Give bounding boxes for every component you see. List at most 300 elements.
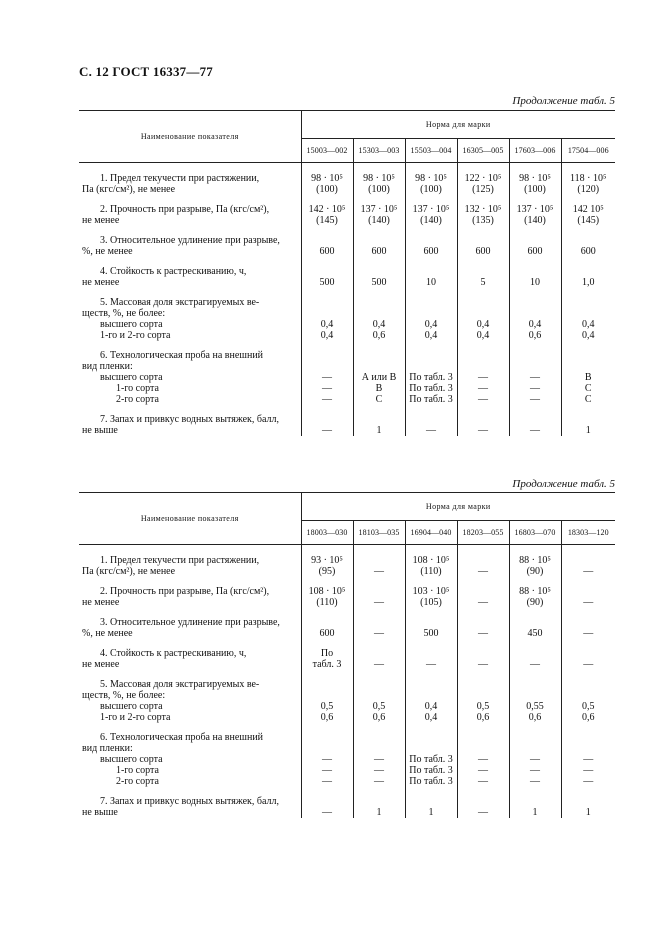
norm-value-cell [353, 341, 405, 405]
indicator-label-line: не менее [82, 597, 120, 608]
norm-value: С [375, 394, 383, 405]
indicator-name [79, 288, 301, 341]
table-row [79, 639, 615, 670]
spacer [302, 350, 353, 361]
indicator-label-line: 3. Относительное удлинение при разрыве, [100, 235, 280, 246]
grade-header: 16305—005 [457, 139, 509, 163]
table-row [79, 787, 615, 818]
spacer [510, 796, 561, 807]
indicator-label-line: не выше [82, 425, 118, 436]
spacer [458, 617, 509, 628]
norm-value-cell [301, 670, 353, 723]
norm-value-cell [353, 723, 405, 787]
norm-value: 0,4 [528, 319, 542, 330]
norm-value: — [322, 765, 332, 776]
norm-value: 142 · 10⁵ [308, 204, 346, 215]
norm-value-cell [353, 288, 405, 341]
norm-value-cell [353, 195, 405, 226]
indicator-label-line: ществ, %, не более: [82, 690, 166, 701]
indicator-name [79, 787, 301, 818]
norm-value: 122 · 10⁵ [464, 173, 502, 184]
norm-value: По табл. 3 [409, 754, 453, 765]
indicator-label-line: не менее [82, 659, 120, 670]
norm-value: (140) [420, 215, 442, 226]
spacer [302, 743, 353, 754]
norm-value-cell [301, 195, 353, 226]
norm-value: — [583, 628, 594, 639]
spacer [302, 732, 353, 743]
indicator-name [79, 405, 301, 436]
spacer [458, 732, 509, 743]
spacer [562, 297, 616, 308]
indicator-label-line: 1. Предел текучести при растяжении, [100, 555, 260, 566]
table-row [79, 723, 615, 787]
norm-value: По табл. 3 [409, 372, 453, 383]
norm-value-cell [509, 787, 561, 818]
norm-value-cell [405, 288, 457, 341]
spacer [302, 266, 353, 277]
norm-value-cell [353, 787, 405, 818]
spacer [406, 617, 457, 628]
spacer [562, 743, 616, 754]
norm-value: (100) [524, 184, 546, 195]
spacer [458, 266, 509, 277]
norm-value-cell [405, 226, 457, 257]
norm-value-cell [509, 163, 561, 196]
spacer [562, 586, 616, 597]
indicator-label-line: не менее [82, 215, 120, 226]
column-header-norm: Норма для марки [301, 111, 615, 139]
indicator-label-line: 5. Массовая доля экстрагируемых ве- [100, 679, 260, 690]
indicator-label-line: 5. Массовая доля экстрагируемых ве- [100, 297, 260, 308]
grade-header: 15503—004 [405, 139, 457, 163]
norm-value: 103 · 10⁵ [412, 586, 450, 597]
norm-value: — [583, 597, 594, 608]
norm-value-cell [353, 405, 405, 436]
norm-value: 88 · 10⁵ [519, 586, 551, 597]
norm-value: — [374, 628, 384, 639]
grade-header: 15003—002 [301, 139, 353, 163]
spacer [458, 743, 509, 754]
norm-value-cell [301, 639, 353, 670]
spacer [562, 679, 616, 690]
spacer [406, 414, 457, 425]
norm-value: 0,4 [582, 319, 595, 330]
column-header-name: Наименование показателя [79, 493, 301, 545]
norm-value: (140) [368, 215, 390, 226]
norm-value: 500 [371, 277, 387, 288]
norm-value-cell [561, 226, 615, 257]
spacer [510, 297, 561, 308]
norm-value-cell [353, 257, 405, 288]
spacer [302, 617, 353, 628]
norm-value: — [478, 394, 488, 405]
grade-header: 17504—006 [561, 139, 615, 163]
norm-value: 600 [319, 628, 335, 639]
norm-value: 0,6 [528, 712, 542, 723]
norm-value: 108 · 10⁵ [308, 586, 346, 597]
norm-value-cell [457, 226, 509, 257]
norm-value-cell [353, 226, 405, 257]
norm-value: 0,5 [372, 701, 386, 712]
indicator-label-line: высшего сорта [100, 701, 163, 712]
norm-value-cell [405, 341, 457, 405]
spacer [302, 361, 353, 372]
table-row [79, 341, 615, 405]
norm-value-cell [457, 577, 509, 608]
indicator-label-line: не выше [82, 807, 118, 818]
norm-value-cell [301, 787, 353, 818]
spacer [458, 690, 509, 701]
norm-value: (90) [526, 566, 544, 577]
norm-value: (105) [420, 597, 442, 608]
indicator-label-line: %, не менее [82, 246, 133, 257]
spacer [406, 361, 457, 372]
norm-value: С [584, 394, 592, 405]
spacer [406, 679, 457, 690]
norm-value: 600 [527, 246, 543, 257]
norm-value: 0,4 [372, 319, 386, 330]
norm-value-cell [457, 639, 509, 670]
norm-value: (140) [524, 215, 546, 226]
norms-table-1 [79, 110, 615, 436]
table-row [79, 405, 615, 436]
spacer [354, 308, 405, 319]
norm-value-cell [301, 226, 353, 257]
norm-value-cell [353, 163, 405, 196]
norm-value-cell [301, 405, 353, 436]
norm-value-cell [301, 577, 353, 608]
norm-value-cell [561, 787, 615, 818]
norm-value-cell [301, 723, 353, 787]
norm-value-cell [457, 163, 509, 196]
norm-value-cell [457, 257, 509, 288]
norm-value: 600 [319, 246, 335, 257]
spacer [354, 648, 405, 659]
norm-value: 0,6 [528, 330, 542, 341]
norm-value: (145) [577, 215, 600, 226]
spacer [406, 648, 457, 659]
norm-value: — [374, 776, 384, 787]
table-row [79, 545, 615, 578]
norm-value: — [530, 394, 540, 405]
norm-value: 0,4 [476, 319, 490, 330]
norm-value-cell [353, 670, 405, 723]
table-row [79, 288, 615, 341]
norm-value: — [478, 425, 488, 436]
norm-value-cell [561, 723, 615, 787]
spacer [354, 361, 405, 372]
continuation-label: Продолжение табл. 5 [512, 95, 615, 107]
norm-value: 600 [371, 246, 387, 257]
norm-value: 98 · 10⁵ [363, 173, 395, 184]
norm-value-cell [509, 608, 561, 639]
indicator-name [79, 195, 301, 226]
spacer [354, 235, 405, 246]
norm-value-cell [509, 405, 561, 436]
spacer [354, 266, 405, 277]
norm-value: 5 [480, 277, 486, 288]
spacer [458, 679, 509, 690]
spacer [510, 679, 561, 690]
indicator-label-line: 1. Предел текучести при растяжении, [100, 173, 260, 184]
norm-value-cell [405, 639, 457, 670]
norm-value: 0,6 [476, 712, 490, 723]
norm-value: (125) [472, 184, 494, 195]
spacer [562, 796, 616, 807]
norm-value: — [530, 372, 540, 383]
spacer [354, 586, 405, 597]
norm-value: — [530, 765, 540, 776]
norm-value: — [374, 754, 384, 765]
spacer [406, 235, 457, 246]
norm-value-cell [457, 288, 509, 341]
norm-value: 0,6 [372, 330, 386, 341]
norm-value: — [530, 659, 540, 670]
norm-value: (95) [318, 566, 336, 577]
norm-value: По табл. 3 [409, 383, 453, 394]
norm-value: — [478, 628, 488, 639]
norm-value-cell [353, 608, 405, 639]
grade-header: 18203—055 [457, 521, 509, 545]
indicator-name [79, 545, 301, 578]
norm-value-cell [561, 545, 615, 578]
spacer [510, 414, 561, 425]
spacer [406, 308, 457, 319]
norm-value: 93 · 10⁵ [311, 555, 343, 566]
norm-value: — [478, 566, 488, 577]
norm-value: (110) [316, 597, 338, 608]
norm-value: — [374, 659, 384, 670]
indicator-label-line: 7. Запах и привкус водных вытяжек, балл, [100, 414, 280, 425]
norm-value: (90) [526, 597, 544, 608]
indicator-label-line: высшего сорта [100, 319, 163, 330]
norm-value: 500 [423, 628, 439, 639]
norm-value: 1 [585, 425, 591, 436]
norm-value-cell [301, 608, 353, 639]
indicator-label-line: 4. Стойкость к растрескиванию, ч, [100, 266, 247, 277]
norm-value-cell [405, 670, 457, 723]
indicator-label-line: высшего сорта [100, 372, 163, 383]
table-row [79, 226, 615, 257]
norm-value: 0,4 [320, 330, 334, 341]
norm-value: В [375, 383, 383, 394]
norm-value: 0,5 [476, 701, 490, 712]
indicator-label-line: %, не менее [82, 628, 133, 639]
norm-value-cell [457, 670, 509, 723]
norm-value: 0,4 [424, 330, 438, 341]
spacer [458, 235, 509, 246]
norm-value-cell [405, 577, 457, 608]
norm-value: 450 [527, 628, 543, 639]
norm-value: — [478, 372, 488, 383]
spacer [458, 361, 509, 372]
spacer [562, 266, 616, 277]
indicator-label-line: Па (кгс/см²), не менее [82, 184, 176, 195]
norm-value: — [322, 383, 332, 394]
norm-value-cell [405, 163, 457, 196]
norm-value: — [374, 765, 384, 776]
spacer [510, 361, 561, 372]
spacer [562, 414, 616, 425]
spacer [406, 297, 457, 308]
spacer [562, 308, 616, 319]
norm-value: 98 · 10⁵ [415, 173, 447, 184]
norm-value: — [322, 394, 332, 405]
spacer [354, 617, 405, 628]
spacer [354, 690, 405, 701]
norm-value: 1 [532, 807, 538, 818]
norm-value-cell [457, 195, 509, 226]
norm-value: — [530, 425, 540, 436]
norm-value-cell [509, 195, 561, 226]
spacer [406, 690, 457, 701]
norm-value: 0,6 [372, 712, 386, 723]
spacer [562, 648, 616, 659]
norm-value: 0,6 [582, 712, 595, 723]
table-row [79, 608, 615, 639]
norm-value: (135) [472, 215, 494, 226]
norm-value: 10 [426, 277, 436, 288]
norm-value-cell [509, 639, 561, 670]
norm-value: 108 · 10⁵ [412, 555, 450, 566]
spacer [354, 732, 405, 743]
spacer [354, 555, 405, 566]
norm-value-cell [405, 195, 457, 226]
spacer [458, 796, 509, 807]
norm-value: (110) [420, 566, 442, 577]
norm-value-cell [301, 545, 353, 578]
norm-value-cell [509, 723, 561, 787]
norm-value-cell [509, 670, 561, 723]
norm-value-cell [405, 723, 457, 787]
spacer [510, 235, 561, 246]
norm-value-cell [405, 545, 457, 578]
spacer [302, 679, 353, 690]
table-row [79, 163, 615, 196]
norm-value-cell [457, 545, 509, 578]
norm-value: — [478, 754, 488, 765]
norm-value-cell [457, 787, 509, 818]
spacer [510, 690, 561, 701]
norm-value: — [530, 776, 540, 787]
spacer [354, 297, 405, 308]
spacer [354, 679, 405, 690]
norm-value: — [478, 776, 488, 787]
norm-value-cell [353, 577, 405, 608]
indicator-name [79, 163, 301, 196]
norm-value: 600 [423, 246, 439, 257]
norm-value: табл. 3 [312, 659, 342, 670]
grade-header: 17603—006 [509, 139, 561, 163]
norm-value: 137 · 10⁵ [412, 204, 450, 215]
norm-value: 137 · 10⁵ [516, 204, 554, 215]
norm-value: — [478, 659, 488, 670]
spacer [354, 350, 405, 361]
indicator-label-line: 4. Стойкость к растрескиванию, ч, [100, 648, 247, 659]
spacer [458, 297, 509, 308]
grade-header: 18003—030 [301, 521, 353, 545]
norm-value: 0,4 [424, 712, 438, 723]
norm-value: 0,4 [424, 319, 438, 330]
norm-value-cell [405, 257, 457, 288]
grade-header: 18103—035 [353, 521, 405, 545]
norm-value: 1 [428, 807, 434, 818]
spacer [562, 350, 616, 361]
norm-value-cell [301, 341, 353, 405]
norm-value: 137 · 10⁵ [360, 204, 398, 215]
indicator-name [79, 226, 301, 257]
spacer [510, 732, 561, 743]
norm-value: По табл. 3 [409, 765, 453, 776]
indicator-label-line: Па (кгс/см²), не менее [82, 566, 176, 577]
norm-value-cell [561, 195, 615, 226]
grade-header: 16904—040 [405, 521, 457, 545]
spacer [406, 796, 457, 807]
indicator-label-line: 2. Прочность при разрыве, Па (кгс/см²), [100, 586, 270, 597]
indicator-name [79, 257, 301, 288]
norm-value-cell [561, 577, 615, 608]
indicator-label-line: вид пленки: [82, 361, 133, 372]
spacer [562, 555, 616, 566]
norm-value-cell [509, 545, 561, 578]
spacer [302, 796, 353, 807]
norm-value-cell [509, 577, 561, 608]
indicator-label-line: 1-го сорта [116, 383, 159, 394]
indicator-name [79, 341, 301, 405]
spacer [458, 350, 509, 361]
norm-value: 0,4 [320, 319, 334, 330]
grade-header: 15303—003 [353, 139, 405, 163]
norm-value: — [583, 765, 594, 776]
indicator-label-line: 2-го сорта [116, 394, 159, 405]
spacer [354, 743, 405, 754]
norm-value: (100) [316, 184, 338, 195]
norm-value: — [374, 597, 384, 608]
grade-header: 16803—070 [509, 521, 561, 545]
indicator-label-line: 6. Технологическая проба на внешний [100, 732, 264, 743]
norm-value: — [478, 597, 488, 608]
norm-value: 132 · 10⁵ [464, 204, 502, 215]
norm-value-cell [353, 639, 405, 670]
indicator-label-line: 3. Относительное удлинение при разрыве, [100, 617, 280, 628]
norm-value: 98 · 10⁵ [311, 173, 343, 184]
norm-value: (100) [420, 184, 442, 195]
spacer [406, 266, 457, 277]
indicator-label-line: 1-го и 2-го сорта [100, 330, 171, 341]
norm-value: — [583, 776, 594, 787]
norm-value-cell [457, 405, 509, 436]
spacer [354, 414, 405, 425]
indicator-label-line: высшего сорта [100, 754, 163, 765]
norm-value: По [320, 648, 334, 659]
norm-value: (145) [316, 215, 338, 226]
indicator-name [79, 723, 301, 787]
norm-value: 1 [376, 425, 382, 436]
spacer [406, 743, 457, 754]
spacer [302, 690, 353, 701]
norm-value: — [583, 566, 594, 577]
norm-value: 600 [580, 246, 596, 257]
norm-value: 600 [475, 246, 491, 257]
norm-value-cell [561, 341, 615, 405]
norm-value: — [478, 383, 488, 394]
indicator-name [79, 577, 301, 608]
norm-value: 88 · 10⁵ [519, 555, 551, 566]
spacer [406, 350, 457, 361]
norm-value: 10 [530, 277, 540, 288]
indicator-label-line: 1-го сорта [116, 765, 159, 776]
